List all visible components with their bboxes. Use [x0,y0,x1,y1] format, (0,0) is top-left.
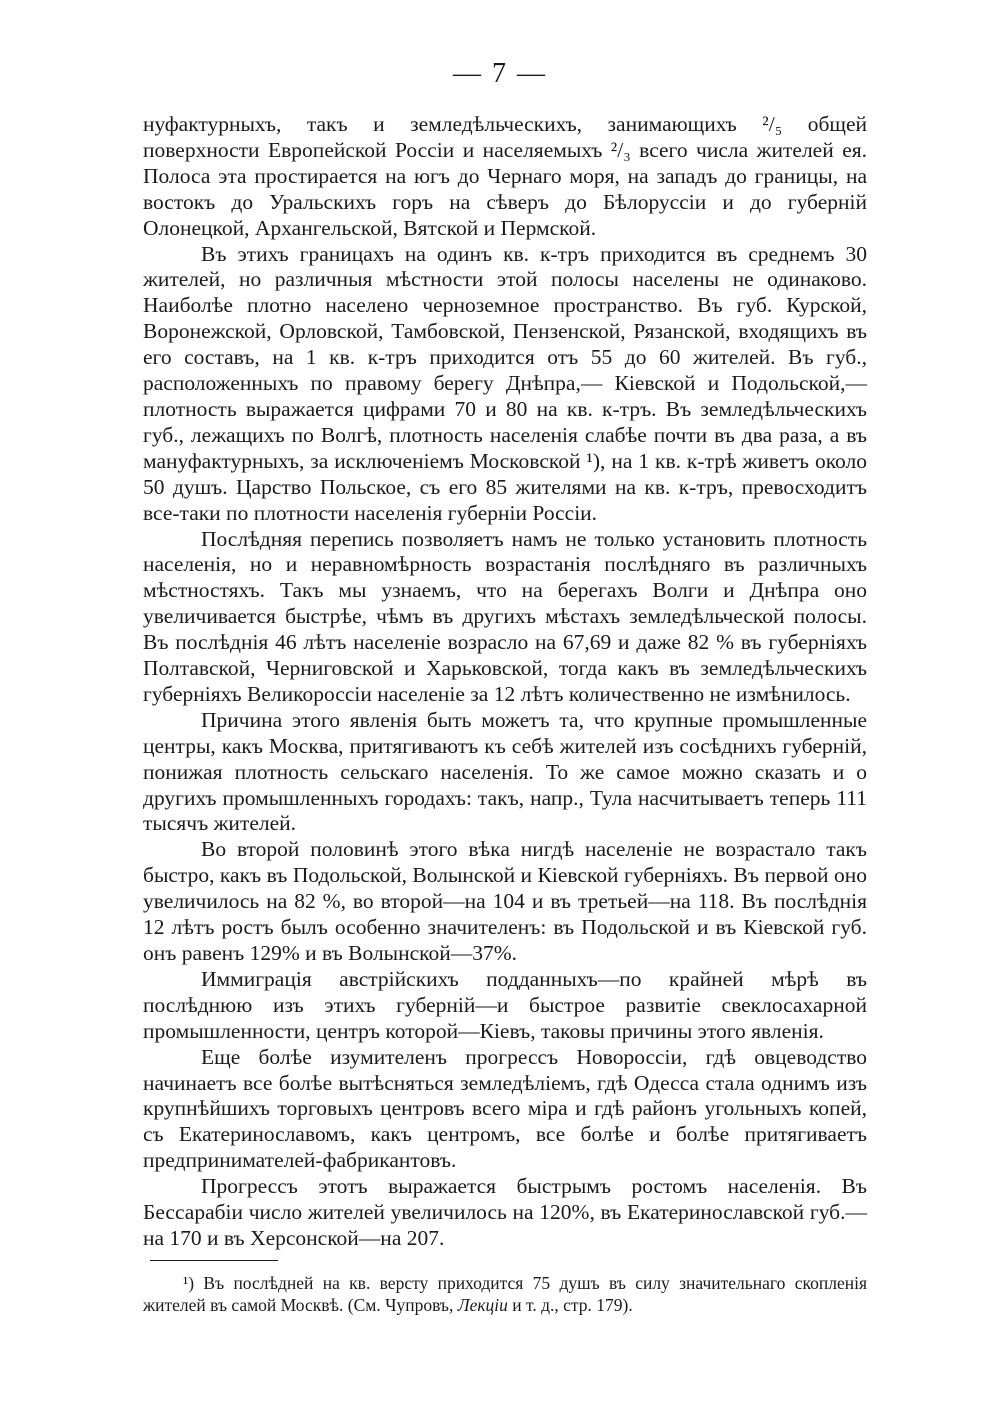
body-text [143,112,867,1252]
paragraph-industrial-centers: Причина этого явленія быть можетъ та, что крупные промышленные центры, какъ Москва, притягиваютъ къ себѣ жителей изъ сосѣднихъ губерній, понижая плотность сельскаго населенія. То же самое можно сказать и о другихъ промышленныхъ городахъ: такъ, напр., Тула насчитываетъ теперь 111 тысячъ жителей. [143,707,867,836]
footnote-1-text-end: и т. д., стр. 179). [507,1295,633,1315]
footnote-divider [150,1260,278,1261]
paragraph-census: Послѣдняя перепись позволяетъ намъ не только установить плотность населенія, но и неравномѣрность возрастанія послѣдняго въ различныхъ мѣстностяхъ. Такъ мы узнаемъ, что на берегахъ Волги и Днѣпра оно увеличивается быстрѣе, чѣмъ въ другихъ мѣстахъ земледѣльческой полосы. Въ послѣднія 46 лѣтъ населеніе возрасло на 67,69 и даже 82 % въ губерніяхъ Полтавской, Черниговской и Харьковской, тогда какъ въ земледѣльческихъ губерніяхъ Великороссіи населеніе за 12 лѣтъ количественно не измѣнилось. [143,526,867,706]
footnote-1-text-start: ¹) Въ послѣдней на кв. версту приходится 75 душъ въ силу значительнаго скопленія жителей въ самой Москвѣ. (См. Чупровъ, [143,1273,867,1315]
page-number: — 7 — [453,58,547,89]
paragraph-population-density: Въ этихъ границахъ на одинъ кв. к-тръ приходится въ среднемъ 30 жителей, но различныя мѣстности этой полосы населены не одинаково. Наиболѣе плотно населено черноземное пространство. Въ губ. Курской, Воронежской, Орловской, Тамбовской, Пензенской, Рязанской, входящихъ въ его составъ, на 1 кв. к-тръ приходится отъ 55 до 60 жителей. Въ губ., расположенныхъ по правому берегу Днѣпра,— Кіевской и Подольской,— плотность выражается цифрами 70 и 80 на кв. к-тръ. Въ земледѣльческихъ губ., лежащихъ по Волгѣ, плотность населенія слабѣе почти въ два раза, а въ мануфактурныхъ, за исключеніемъ Московской ¹), на 1 кв. к-трѣ живетъ около 50 душъ. Царство Польское, съ его 85 жителями на кв. к-тръ, превосходитъ все-таки по плотности населенія губерніи Россіи. [143,241,867,525]
paragraph-novorossiya: Еще болѣе изумителенъ прогрессъ Новороссіи, гдѣ овцеводство начинаетъ все болѣе вытѣсняться земледѣліемъ, гдѣ Одесса стала однимъ изъ крупнѣйшихъ торговыхъ центровъ всего міра и гдѣ районъ угольныхъ копей, съ Екатеринославомъ, какъ центромъ, все болѣе и болѣе притягиваетъ предпринимателей-фабрикантовъ. [143,1044,867,1173]
footnote-1 [143,1272,867,1316]
paragraph-southwest-growth: Во второй половинѣ этого вѣка нигдѣ населеніе не возрастало такъ быстро, какъ въ Подольской, Волынской и Кіевской губерніяхъ. Въ первой оно увеличилось на 82 %, во второй—на 104 и въ третьей—на 118. Въ послѣднія 12 лѣтъ ростъ былъ особенно значителенъ: въ Подольской и въ Кіевской губ. онъ равенъ 129% и въ Волынской—37%. [143,837,867,965]
footnotes [143,1272,867,1316]
footnote-1-italic-title: Лекціи [457,1295,508,1315]
paragraph-immigration: Иммиграція австрійскихъ подданныхъ—по крайней мѣрѣ въ послѣднюю изъ этихъ губерній—и быстрое развитіе свеклосахарной промышленности, центръ которой—Кіевъ, таковы причины этого явленія. [143,966,867,1043]
paragraph-progress: Прогрессъ этотъ выражается быстрымъ ростомъ населенія. Въ Бессарабіи число жителей увеличилось на 120%, въ Екатеринославской губ.— на 170 и въ Херсонской—на 207. [143,1174,867,1250]
paragraph-continuation: нуфактурныхъ, такъ и земледѣльческихъ, занимающихъ ²/₅ общей поверхности Европейской Россіи и населяемыхъ ²/₃ всего числа жителей ея. Полоса эта простирается на югъ до Чернаго моря, на западъ до границы, на востокъ до Уральскихъ горъ на сѣверъ до Бѣлоруссіи и до губерній Олонецкой, Архангельской, Вятской и Пермской. [143,112,867,240]
